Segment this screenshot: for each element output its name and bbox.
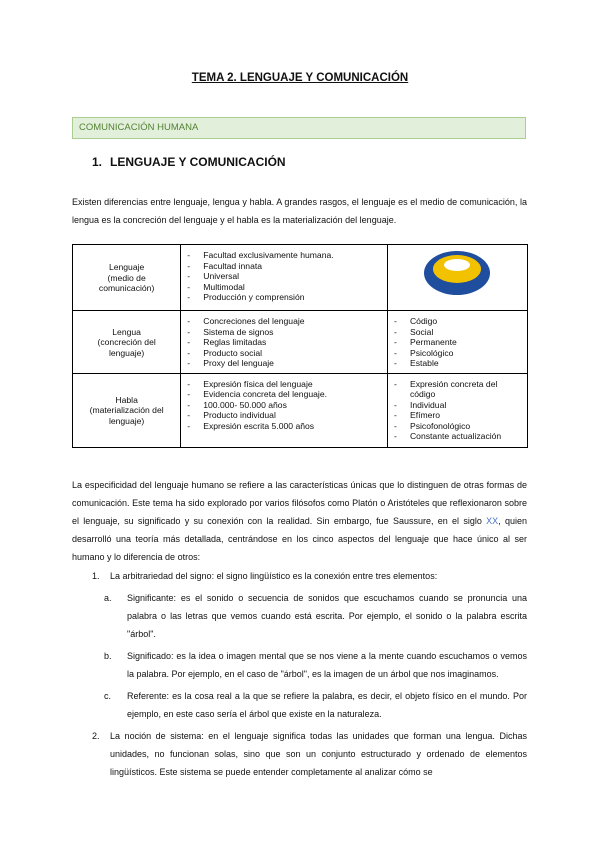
features-list bbox=[185, 379, 383, 432]
paragraph-text-after: , quien desarrolló una teoría más detallada, centrándose en los cinco aspectos del lenguaje que hace único al ser humano y lo diferencia de otros: bbox=[72, 516, 527, 562]
list-item: - Constante actualización bbox=[392, 431, 523, 442]
list-item: - Expresión concreta del código bbox=[392, 379, 523, 400]
list-item: - 100.000- 50.000 años bbox=[185, 400, 383, 411]
traits-cell bbox=[387, 373, 527, 447]
list-item: - Producto social bbox=[185, 348, 383, 359]
list-item: - Estable bbox=[392, 358, 523, 369]
numbered-list bbox=[92, 567, 527, 785]
features-cell bbox=[181, 373, 388, 447]
table-row-habla bbox=[73, 373, 528, 447]
list-item: - Universal bbox=[185, 271, 383, 282]
heading-text: LENGUAJE Y COMUNICACIÓN bbox=[110, 155, 286, 169]
paragraph-text-before: La especificidad del lenguaje humano se refiere a las características únicas que lo distinguen de otras formas de comunicación. Este tema ha sido explorado por varios filósofos como Platón o Aristóteles que reflexionaron sobre el lenguaje, su significado y su conexión con la realidad. Sin embargo, fue Saussure, en el siglo bbox=[72, 480, 527, 526]
list-item-text: Significado: es la idea o imagen mental que se nos viene a la mente cuando escuchamos o vemos la palabra. Por ejemplo, en el caso de "árbol", es la imagen de un árbol que nos imaginamos. bbox=[127, 651, 527, 679]
traits-list bbox=[392, 316, 523, 369]
list-item bbox=[92, 727, 527, 781]
list-item: - Proxy del lenguaje bbox=[185, 358, 383, 369]
label-text: Lenguaje (medio de comunicación) bbox=[98, 262, 155, 294]
lettered-sublist bbox=[104, 589, 527, 723]
row-label bbox=[73, 245, 181, 311]
table-row-lenguaje bbox=[73, 245, 528, 311]
list-item bbox=[92, 567, 527, 585]
list-item bbox=[104, 647, 527, 683]
diagram-cell bbox=[387, 245, 527, 311]
list-item: - Social bbox=[392, 327, 523, 338]
list-item: - Multimodal bbox=[185, 282, 383, 293]
features-list bbox=[185, 316, 383, 369]
intro-paragraph: Existen diferencias entre lenguaje, lengua y habla. A grandes rasgos, el lenguaje es el medio de comunicación, la lengua es la concreción del lenguaje y el habla es la materialización del lenguaje. bbox=[72, 197, 527, 225]
list-letter: c. bbox=[104, 691, 112, 701]
list-number: 2. bbox=[92, 731, 100, 741]
features-cell bbox=[181, 311, 388, 374]
list-item-text: La arbitrariedad del signo: el signo lingüístico es la conexión entre tres elementos: bbox=[110, 571, 438, 581]
list-item: - Concreciones del lenguaje bbox=[185, 316, 383, 327]
label-text: Habla (materialización del lenguaje) bbox=[89, 394, 164, 426]
heading-number: 1. bbox=[92, 155, 103, 169]
list-item: - Facultad innata bbox=[185, 261, 383, 272]
features-cell bbox=[181, 245, 388, 311]
list-item: - Individual bbox=[392, 400, 523, 411]
traits-cell bbox=[387, 311, 527, 374]
list-item-text: Referente: es la cosa real a la que se refiere la palabra, es decir, el objeto físico en el mundo. Por ejemplo, en este caso sería el árbol que existe en la naturaleza. bbox=[127, 691, 527, 719]
features-list bbox=[185, 250, 383, 303]
nested-circles-diagram bbox=[423, 250, 491, 296]
list-item-text: La noción de sistema: en el lenguaje significa todas las unidades que forman una lengua. Dichas unidades, no funcionan solas, sino que son un conjunto estructurado y ordenado de elementos lingüísticos. Este sistema se puede entender completamente al analizar cómo se bbox=[110, 731, 527, 777]
list-number: 1. bbox=[92, 571, 100, 581]
list-item: - Psicofonológico bbox=[392, 421, 523, 432]
body-paragraph bbox=[72, 476, 527, 566]
list-letter: a. bbox=[104, 593, 112, 603]
highlighted-century: XX bbox=[486, 516, 499, 526]
list-item: - Permanente bbox=[392, 337, 523, 348]
row-label bbox=[73, 311, 181, 374]
list-item: - Expresión escrita 5.000 años bbox=[185, 421, 383, 432]
page-title: TEMA 2. LENGUAJE Y COMUNICACIÓN bbox=[191, 72, 409, 84]
list-item: - Producto individual bbox=[185, 410, 383, 421]
list-letter: b. bbox=[104, 651, 112, 661]
list-item: - Expresión física del lenguaje bbox=[185, 379, 383, 390]
list-item: - Psicológico bbox=[392, 348, 523, 359]
list-item bbox=[104, 589, 527, 643]
traits-list bbox=[392, 379, 523, 442]
list-item: - Facultad exclusivamente humana. bbox=[185, 250, 383, 261]
list-item: - Efímero bbox=[392, 410, 523, 421]
list-item-text: Significante: es el sonido o secuencia de sonidos que escuchamos cuando se pronuncia una palabra o las letras que vemos cuando está escrita. Por ejemplo, el sonido o la palabra escrita "árbol". bbox=[127, 593, 527, 639]
row-label bbox=[73, 373, 181, 447]
section-box: COMUNICACIÓN HUMANA bbox=[72, 117, 526, 139]
list-item: - Evidencia concreta del lenguaje. bbox=[185, 389, 383, 400]
section-heading bbox=[92, 155, 286, 169]
list-item: - Reglas limitadas bbox=[185, 337, 383, 348]
list-item bbox=[104, 687, 527, 723]
list-item: - Sistema de signos bbox=[185, 327, 383, 338]
list-item: - Código bbox=[392, 316, 523, 327]
comparison-table bbox=[72, 244, 528, 448]
table-row-lengua bbox=[73, 311, 528, 374]
label-text: Lengua (concreción del lenguaje) bbox=[97, 326, 156, 358]
inner-ellipse bbox=[444, 259, 470, 271]
list-item: - Producción y comprensión bbox=[185, 292, 383, 303]
